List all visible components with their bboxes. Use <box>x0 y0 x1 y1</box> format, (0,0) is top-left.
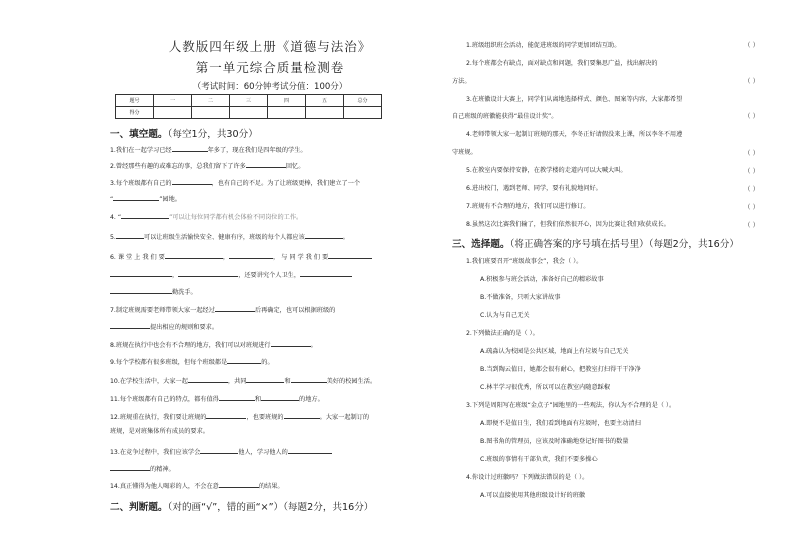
fill-question-8 <box>110 340 317 350</box>
q-text: ，也要班规的 <box>246 414 284 421</box>
choice-option[interactable]: C.认为与自己无关 <box>480 312 530 319</box>
choice-option[interactable]: C.林半学习很优秀，所以可以在教室内随意踩椒 <box>480 384 611 391</box>
score-input-cell[interactable] <box>306 107 344 119</box>
answer-blank[interactable] <box>271 340 311 347</box>
fill-question-2 <box>110 161 304 171</box>
exam-title: 人教版四年级上册《道德与法治》 <box>168 39 372 54</box>
q-text: 3.每个班级都有自己的 <box>110 180 172 187</box>
fill-question-13-cont <box>110 464 175 474</box>
answer-blank[interactable] <box>229 252 273 259</box>
choice-question-3: 3.下列是周阳写在班级“金点子”园地里的一些观法，你认为不合理的是（ ）。 <box>466 402 676 409</box>
q-text: 1.我们在一起学习已经 <box>110 147 172 154</box>
section1-heading <box>110 126 258 140</box>
judge-item-cont: 守班规。 <box>452 149 477 156</box>
judge-item: 7.班规有不合理的地方，我们可以进行修订。 <box>466 203 590 210</box>
choice-option[interactable]: B.不做准备，只听大家讲故事 <box>480 294 561 301</box>
q-text: 班规，是对班集体所有成员的要求。 <box>110 428 209 435</box>
q-text: 年多了，现在我们是四年级的学生。 <box>207 147 307 154</box>
q-text: 可以让班级生活愉快安全、健康有序，班级的每个人都应该 <box>143 234 305 241</box>
answer-blank[interactable] <box>172 145 208 152</box>
choice-option[interactable]: A.即便不是值日生，我们看到地面有垃圾时，也要主动清扫 <box>480 420 641 427</box>
answer-paren[interactable]: （ ） <box>744 221 760 229</box>
answer-blank[interactable] <box>246 376 284 383</box>
fill-question-6 <box>110 252 372 262</box>
q-text: ，还要讲究个人卫生， <box>238 272 301 279</box>
q-text: 5. <box>110 234 116 241</box>
fill-question-12 <box>110 412 369 422</box>
answer-paren[interactable]: （ ） <box>744 41 760 49</box>
section3-title: 三、选择题。 <box>452 239 510 250</box>
judge-item: 8.虽然这次比赛我们输了，但我们依然很开心，因为比赛让我们收获成长。 <box>466 221 670 228</box>
choice-option[interactable]: A.积极参与班会活动，准备好自己的精彩故事 <box>480 276 604 283</box>
section2-title: 二、判断题。 <box>110 502 168 513</box>
score-table-header-row <box>116 95 382 107</box>
q-text: 的结果。 <box>258 483 284 490</box>
q-text: 13.在竞争过程中，我们应该学会 <box>110 449 201 456</box>
q-text: 6. 课 堂 上 我 们 要 <box>110 254 165 261</box>
judge-item: 1.班级组织班会活动，能促进班级的同学更加团结互助。 <box>466 42 621 49</box>
section3-note: （将正确答案的序号填在括号里）（每题2分，共16分） <box>509 239 739 250</box>
q-text: 14.真正懂得为他人喝彩的人，不会在意 <box>110 483 219 490</box>
fill-question-7 <box>110 305 335 315</box>
score-cell: 四 <box>268 95 306 107</box>
fill-question-1 <box>110 145 307 155</box>
fill-question-10 <box>110 376 376 386</box>
score-cell: 三 <box>230 95 268 107</box>
section3-heading <box>452 236 739 250</box>
score-table <box>115 94 382 119</box>
section2-heading <box>110 499 373 513</box>
q-text: 2.曾经那些有趣的或难忘的事，总我们留下了许多 <box>110 163 246 170</box>
section1-note: （每空1分，共30分） <box>167 129 258 140</box>
score-cell: 二 <box>192 95 230 107</box>
score-table-score-row <box>116 107 382 119</box>
answer-paren[interactable]: （ ） <box>744 149 760 157</box>
fill-question-14 <box>110 481 284 491</box>
answer-paren[interactable]: （ ） <box>744 167 760 175</box>
exam-subtitle: 第一单元综合质量检测卷 <box>195 60 345 75</box>
choice-option[interactable]: C.班级的事情有干部负责，我们不要多操心 <box>480 456 598 463</box>
q-text: 他人，学习他人的 <box>238 449 288 456</box>
q-text: 勤洗手。 <box>172 289 197 296</box>
choice-option[interactable]: B.图书角的管理员，应该及时准确地登记好图书的数量 <box>480 438 629 445</box>
q-text: “ <box>110 196 114 203</box>
q-text: 。 <box>310 342 317 349</box>
q-text: ，共同 <box>227 378 247 385</box>
fill-question-11 <box>110 394 324 404</box>
q-text: 的精神。 <box>150 466 175 473</box>
q-text: 9.每个学校都有很多班级，但每个班级都是 <box>110 359 228 366</box>
fill-question-6-cont <box>110 270 352 280</box>
answer-blank[interactable] <box>110 287 172 294</box>
answer-blank[interactable] <box>113 194 159 201</box>
judge-item-cont: 方法。 <box>452 78 471 85</box>
answer-blank[interactable] <box>188 376 228 383</box>
judge-item: 2.每个班都会有缺点，面对缺点和问题，我们要集思广益，找出解决的 <box>466 60 658 67</box>
answer-paren[interactable]: （ ） <box>744 77 760 85</box>
answer-blank[interactable] <box>121 212 169 219</box>
q-text: ， 与 同 学 我 们 要 <box>273 254 329 261</box>
answer-blank[interactable] <box>328 252 372 259</box>
judge-item: 4.老师带领大家一起制订班规的那天，李冬正好请假没来上课，所以李冬不用遵 <box>466 131 683 138</box>
answer-blank[interactable] <box>206 412 246 419</box>
answer-blank[interactable] <box>291 376 327 383</box>
choice-option[interactable]: B.当到陶云值日，她都会很有耐心，把教室打扫得干干净净 <box>480 366 641 373</box>
score-input-cell[interactable] <box>344 107 382 119</box>
choice-question-2: 2.下列做法正确的是（ ）。 <box>466 330 539 337</box>
q-text: 。 <box>342 234 349 241</box>
q-text: 8.班规在执行中也会有不合理的地方，我们可以对班规进行 <box>110 342 271 349</box>
q-text: 回忆。 <box>285 163 305 170</box>
answer-blank[interactable] <box>215 305 255 312</box>
score-cell: 得分 <box>116 107 154 119</box>
fill-question-9 <box>110 357 274 367</box>
answer-paren[interactable]: （ ） <box>744 112 760 120</box>
answer-blank[interactable] <box>116 232 144 239</box>
answer-blank[interactable] <box>288 447 332 454</box>
section2-note: （对的画“√”，错的画“×”）（每题2分，共16分） <box>167 502 374 513</box>
score-input-cell[interactable] <box>192 107 230 119</box>
score-cell: 一 <box>154 95 192 107</box>
answer-blank[interactable] <box>246 161 286 168</box>
answer-blank[interactable] <box>300 270 352 277</box>
fill-question-3-cont <box>110 194 181 204</box>
choice-question-1: 1.我们班要召开“班级故事会”，我会（ ）。 <box>466 258 583 265</box>
q-text: ，也有自己的不足。为了让班级更棒，我们建立了一个 <box>211 180 361 187</box>
answer-paren[interactable]: （ ） <box>744 203 760 211</box>
q-text: 的。 <box>261 359 274 366</box>
answer-blank[interactable] <box>261 394 299 401</box>
answer-blank[interactable] <box>172 178 212 185</box>
answer-blank[interactable] <box>219 481 259 488</box>
q-text: 10.在学校生活中，大家一起 <box>110 378 188 385</box>
q-text: ， <box>222 254 230 261</box>
score-input-cell[interactable] <box>154 107 192 119</box>
fill-question-12-cont <box>110 428 209 436</box>
choice-question-4: 4.你设计过班徽吗？下列做法错误的是（ ）。 <box>466 474 589 481</box>
q-text: ， <box>172 272 179 279</box>
judge-item-cont: 自己班级的班徽能获得“最佳设计奖”。 <box>452 113 558 120</box>
answer-blank[interactable] <box>227 357 261 364</box>
fill-question-13 <box>110 447 332 457</box>
answer-blank[interactable] <box>165 252 223 259</box>
q-text: ”园地。 <box>159 196 181 203</box>
fill-question-3 <box>110 178 360 188</box>
answer-blank[interactable] <box>178 270 238 277</box>
answer-blank[interactable] <box>110 464 150 471</box>
score-input-cell[interactable] <box>230 107 268 119</box>
q-text: 7.制定班规需要老师带领大家一起经过 <box>110 307 215 314</box>
q-text: 。大家一起制订的 <box>319 414 370 421</box>
score-cell: 五 <box>306 95 344 107</box>
q-text: 和 <box>254 396 262 403</box>
exam-info: （考试时间：60分钟考试分值：100分） <box>192 82 348 92</box>
fill-question-4 <box>110 212 302 222</box>
q-text: 的地方。 <box>299 396 324 403</box>
judge-item: 5.在教室内要保持安静，在教学楼的走道内可以大喊大叫。 <box>466 167 627 174</box>
fill-question-5 <box>110 232 349 242</box>
q-text: 提出相应的规则和要求。 <box>150 324 219 331</box>
fill-question-7-cont <box>110 322 218 332</box>
choice-option[interactable]: A.可以直接使用其他班级设计好的班徽 <box>480 492 586 499</box>
q-text: 12.班规重在执行，我们要让班规的 <box>110 414 207 421</box>
score-cell: 总分 <box>344 95 382 107</box>
q-text: 11.每个班级都有自己的特点，都有值得 <box>110 396 219 403</box>
q-text: 后再确定，也可以根据班级的 <box>254 307 336 314</box>
section1-title: 一、填空题。 <box>110 129 168 140</box>
score-input-cell[interactable] <box>268 107 306 119</box>
judge-item: 6.进出校门，遇到老师、同学，要有礼貌地问好。 <box>466 185 602 192</box>
q-text: 和 <box>284 378 291 385</box>
q-text: 美好的校园生活。 <box>326 378 377 385</box>
answer-paren[interactable]: （ ） <box>744 185 760 193</box>
judge-item: 3.在班徽设计大赛上，同学们从离地选择样式、颜色、图案等内容，大家都希望 <box>466 96 683 103</box>
answer-blank[interactable] <box>219 394 255 401</box>
fill-question-6-cont2 <box>110 287 197 297</box>
q-text: 4. “ <box>110 214 122 221</box>
answer-blank[interactable] <box>110 322 150 329</box>
answer-blank[interactable] <box>200 447 238 454</box>
score-cell: 题号 <box>116 95 154 107</box>
answer-blank[interactable] <box>305 232 343 239</box>
answer-blank[interactable] <box>284 412 320 419</box>
choice-option[interactable]: A.疏淼认为校园是公共区域，地面上有垃圾与自己无关 <box>480 348 629 355</box>
q-text: ”可以让每位同学都有机会体验不同岗位的工作。 <box>169 214 303 221</box>
answer-blank[interactable] <box>110 270 172 277</box>
